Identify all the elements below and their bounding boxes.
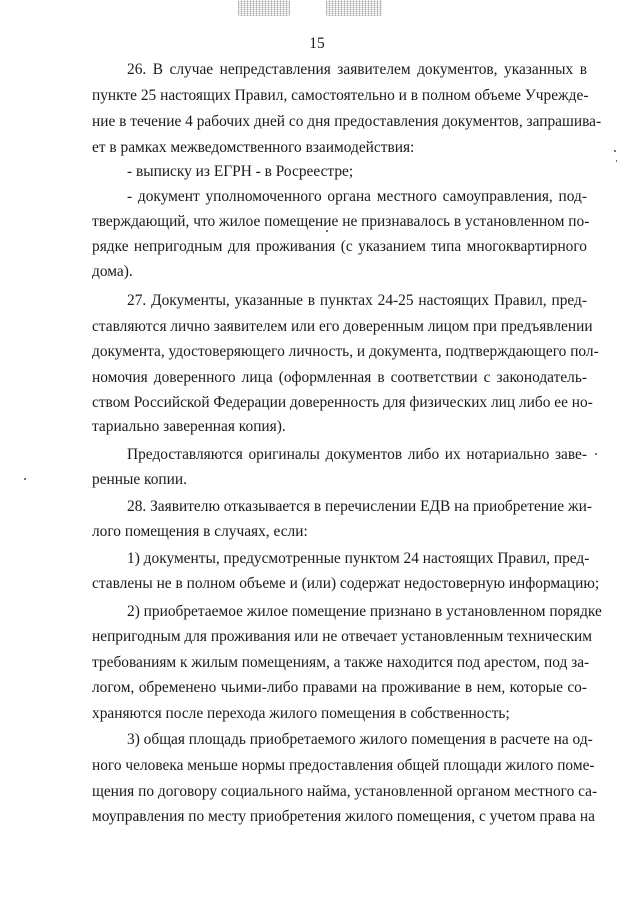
text-line: моуправления по месту приобретения жилого помещения, с учетом права на (92, 808, 595, 825)
text-line: требованиям к жилым помещениям, а также находится под арестом, под за- (92, 654, 590, 671)
text-line: ставляются лично заявителем или его доверенным лицом при предъявлении (92, 318, 593, 335)
text-line: 27. Документы, указанные в пунктах 24-25 настоящих Правил, пред- (127, 292, 587, 309)
text-line: - выписку из ЕГРН - в Росреестре; (127, 163, 354, 180)
text-line: лого помещения в случаях, если: (92, 523, 308, 540)
scan-artifact (326, 0, 382, 16)
text-line: дома). (92, 263, 133, 280)
text-line: щения по договору социального найма, установленной органом местного са- (92, 783, 598, 800)
text-line: 26. В случае непредставления заявителем документов, указанных в (127, 61, 587, 78)
scan-artifact (238, 0, 290, 16)
text-line: ством Российской Федерации доверенность для физических лиц либо ее но- (92, 394, 593, 411)
page-number: 15 (309, 35, 325, 52)
text-line: 3) общая площадь приобретаемого жилого помещения в расчете на од- (127, 731, 593, 748)
text-line: тариально заверенная копия). (92, 418, 286, 435)
scan-speck (614, 150, 616, 152)
text-line: 28. Заявителю отказывается в перечислении ЕДВ на приобретение жи- (127, 498, 592, 515)
text-line: храняются после перехода жилого помещения в собственность; (92, 705, 510, 722)
scan-speck (616, 160, 617, 162)
text-line: тверждающий, что жилое помещение не признавалось в установленном по- (92, 213, 590, 230)
text-line: номочия доверенного лица (оформленная в соответствии с законодатель- (92, 369, 587, 386)
text-line: Предоставляются оригиналы документов либо их нотариально заве- (127, 446, 587, 463)
text-line: ние в течение 4 рабочих дней со дня предоставления документов, запрашива- (92, 113, 602, 130)
text-line: непригодным для проживания или не отвечает установленным техническим (92, 628, 592, 645)
text-line: пункте 25 настоящих Правил, самостоятельно и в полном объеме Учрежде- (92, 87, 589, 104)
text-line: ставлены не в полном объеме и (или) содержат недостоверную информацию; (92, 575, 600, 592)
text-line: ренные копии. (92, 471, 187, 488)
text-line: 1) документы, предусмотренные пунктом 24 настоящих Правил, пред- (127, 550, 590, 567)
text-line: логом, обременено чьими-либо правами на проживание в нем, которые со- (92, 679, 587, 696)
text-line: ет в рамках межведомственного взаимодействия: (92, 139, 415, 156)
text-line: документа, удостоверяющего личность, и документа, подтверждающего пол- (92, 343, 599, 360)
scan-speck (595, 453, 597, 455)
text-line: рядке непригодным для проживания (с указанием типа многоквартирного (92, 238, 587, 255)
text-line: - документ уполномоченного органа местного самоуправления, под- (127, 188, 587, 205)
text-line: ного человека меньше нормы предоставления общей площади жилого поме- (92, 757, 595, 774)
scan-speck (24, 478, 26, 480)
scan-speck (326, 230, 328, 232)
text-line: 2) приобретаемое жилое помещение признано в установленном порядке (127, 603, 602, 620)
